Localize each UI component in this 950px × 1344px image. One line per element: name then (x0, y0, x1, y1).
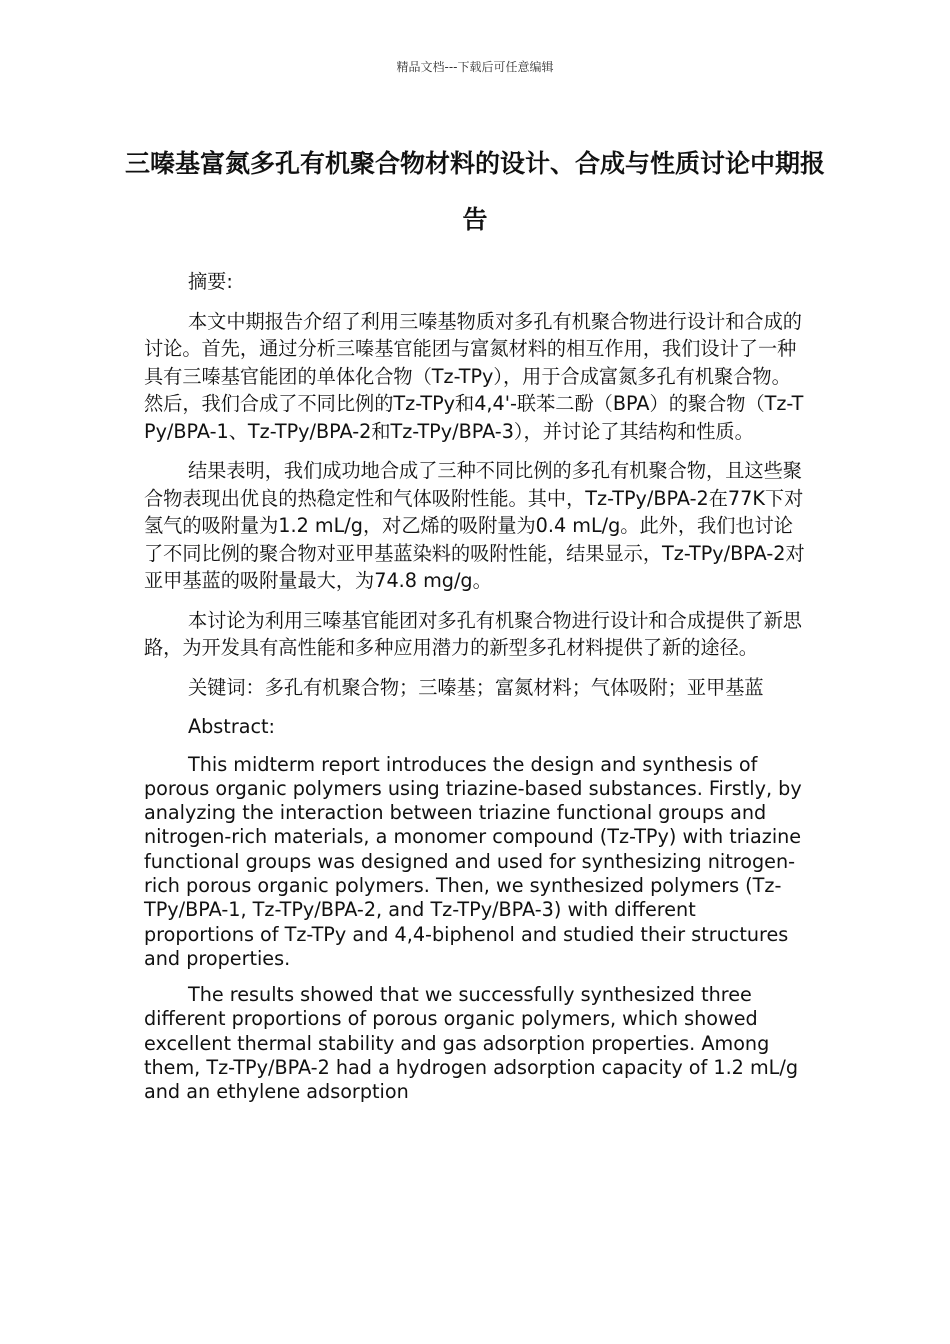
zh-keywords: 关键词：多孔有机聚合物；三嗪基；富氮材料；气体吸附；亚甲基蓝 (188, 675, 764, 699)
document-body (144, 268, 806, 1117)
en-paragraph-2: The results showed that we successfully synthesized three different proportions of porous organic polymers, which showed excellent thermal stability and gas adsorption properties. Among them, Tz-TPy/BPA-2 had a hydrogen adsorption capacity of 1.2 mL/g and an ethylene adsorption (144, 983, 799, 1104)
document-title: 三嗪基富氮多孔有机聚合物材料的设计、合成与性质讨论中期报告 (124, 149, 825, 234)
zh-paragraph-3: 本讨论为利用三嗪基官能团对多孔有机聚合物进行设计和合成提供了新思路，为开发具有高性能和多种应用潜力的新型多孔材料提供了新的途径。 (144, 608, 802, 659)
zh-paragraph-2: 结果表明，我们成功地合成了三种不同比例的多孔有机聚合物，且这些聚合物表现出优良的热稳定性和气体吸附性能。其中，Tz-TPy/BPA-2在77K下对氢气的吸附量为1.2 mL/g，对乙烯的吸附量为0.4 mL/g。此外，我们也讨论了不同比例的聚合物对亚甲基蓝染料的吸附性能，结果显示，Tz-TPy/BPA-2对亚甲基蓝的吸附量最大，为74.8 mg/g。 (144, 459, 805, 592)
en-abstract-label: Abstract: (188, 715, 276, 738)
en-paragraph-1: This midterm report introduces the design and synthesis of porous organic polymers using triazine-based substances. Firstly, by analyzing the interaction between triazine functional groups and nitrogen-rich materials, a monomer compound (Tz-TPy) with triazine functional groups was designed and used for synthesizing nitrogen-rich porous organic polymers. Then, we synthesized polymers (Tz-TPy/BPA-1, Tz-TPy/BPA-2, and Tz-TPy/BPA-3) with different proportions of Tz-TPy and 4,4-biphenol and studied their structures and properties. (144, 752, 802, 970)
zh-abstract-label: 摘要: (188, 270, 233, 293)
header-note: 精品文档---下载后可任意编辑 (396, 60, 554, 74)
zh-paragraph-1: 本文中期报告介绍了利用三嗪基物质对多孔有机聚合物进行设计和合成的讨论。首先，通过分析三嗪基官能团与富氮材料的相互作用，我们设计了一种具有三嗪基官能团的单体化合物（Tz-TPy），用于合成富氮多孔有机聚合物。然后，我们合成了不同比例的Tz-TPy和4,4'-联苯二酚（BPA）的聚合物（Tz-TPy/BPA-1、Tz-TPy/BPA-2和Tz-TPy/BPA-3），并讨论了其结构和性质。 (144, 309, 804, 443)
